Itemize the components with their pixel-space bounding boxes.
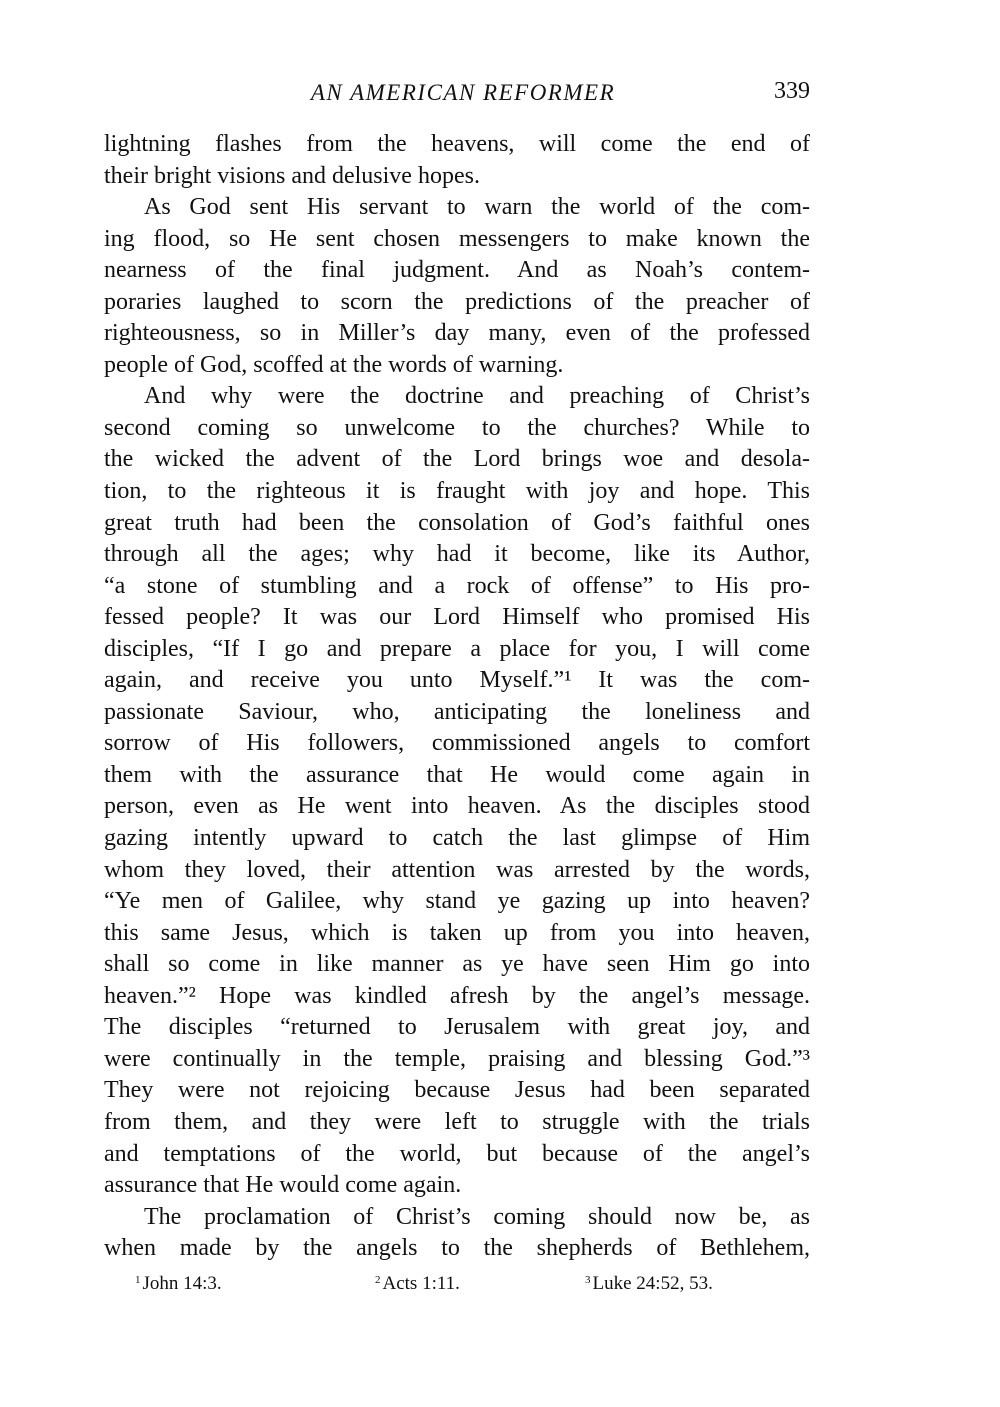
page-number: 339 <box>774 78 810 104</box>
text-line: lightning flashes from the heavens, will come the end of <box>104 131 810 157</box>
text-line: second coming so unwelcome to the churches? While to <box>104 414 810 441</box>
text-line: person, even as He went into heaven. As the disciples stood <box>104 793 810 820</box>
text-line: shall so come in like manner as ye have seen Him go into <box>104 951 810 978</box>
text-line: nearness of the final judgment. And as Noah’s contem- <box>104 257 810 284</box>
text-line: As God sent His servant to warn the world of the com- <box>144 194 810 221</box>
text-line: when made by the angels to the shepherds of Bethlehem, <box>104 1235 810 1262</box>
running-header <box>104 74 810 110</box>
text-line: heaven.”² Hope was kindled afresh by the angel’s message. <box>104 982 810 1009</box>
text-line: whom they loved, their attention was arrested by the words, <box>104 856 810 883</box>
text-line: through all the ages; why had it become, like its Author, <box>104 541 810 568</box>
text-line: ing flood, so He sent chosen messengers to make known the <box>104 225 810 252</box>
text-line: were continually in the temple, praising and blessing God.”³ <box>104 1045 810 1072</box>
text-line: great truth had been the consolation of God’s faithful ones <box>104 509 810 536</box>
text-line: The proclamation of Christ’s coming should now be, as <box>144 1203 810 1230</box>
footnote-text: John 14:3. <box>142 1273 222 1294</box>
text-line: fessed people? It was our Lord Himself who promised His <box>104 604 810 631</box>
text-line: the wicked the advent of the Lord brings woe and desola- <box>104 446 810 473</box>
footnote <box>585 1273 713 1295</box>
text-line: righteousness, so in Miller’s day many, even of the professed <box>104 320 810 347</box>
text-line: The disciples “returned to Jerusalem with great joy, and <box>104 1014 810 1041</box>
paragraph <box>104 1202 810 1265</box>
running-title: AN AMERICAN REFORMER <box>310 80 616 105</box>
text-line: poraries laughed to scorn the predictions of the preacher of <box>104 288 810 315</box>
text-line: disciples, “If I go and prepare a place for you, I will come <box>104 635 810 662</box>
text-line: They were not rejoicing because Jesus had been separated <box>104 1077 810 1104</box>
footnote <box>135 1273 222 1295</box>
body-text <box>104 129 810 1265</box>
text-line: this same Jesus, which is taken up from you into heaven, <box>104 919 810 946</box>
text-line: again, and receive you unto Myself.”¹ It was the com- <box>104 667 810 694</box>
text-line: And why were the doctrine and preaching of Christ’s <box>144 383 810 410</box>
footnote-text: Acts 1:11. <box>382 1273 460 1294</box>
footnote-text: Luke 24:52, 53. <box>592 1273 713 1294</box>
text-line: gazing intently upward to catch the last glimpse of Him <box>104 825 810 852</box>
text-line: them with the assurance that He would come again in <box>104 761 810 788</box>
paragraph <box>104 381 810 1201</box>
footnote-mark: 2 <box>375 1274 381 1286</box>
text-line: tion, to the righteous it is fraught with joy and hope. This <box>104 478 810 505</box>
footnote-mark: 3 <box>585 1274 591 1286</box>
text-line: from them, and they were left to struggle with the trials <box>104 1108 810 1135</box>
text-line: “Ye men of Galilee, why stand ye gazing up into heaven? <box>104 888 810 915</box>
text-line: their bright visions and delusive hopes. <box>104 162 480 189</box>
text-line: sorrow of His followers, commissioned angels to comfort <box>104 730 810 757</box>
footnote <box>375 1273 460 1295</box>
text-line: “a stone of stumbling and a rock of offense” to His pro- <box>104 572 810 599</box>
text-line: assurance that He would come again. <box>104 1172 462 1199</box>
paragraph <box>104 192 810 381</box>
footnote-mark: 1 <box>135 1274 141 1286</box>
text-line: and temptations of the world, but because of the angel’s <box>104 1140 810 1167</box>
text-line: passionate Saviour, who, anticipating the loneliness and <box>104 698 810 725</box>
paragraph <box>104 129 810 192</box>
text-line: people of God, scoffed at the words of warning. <box>104 351 564 378</box>
